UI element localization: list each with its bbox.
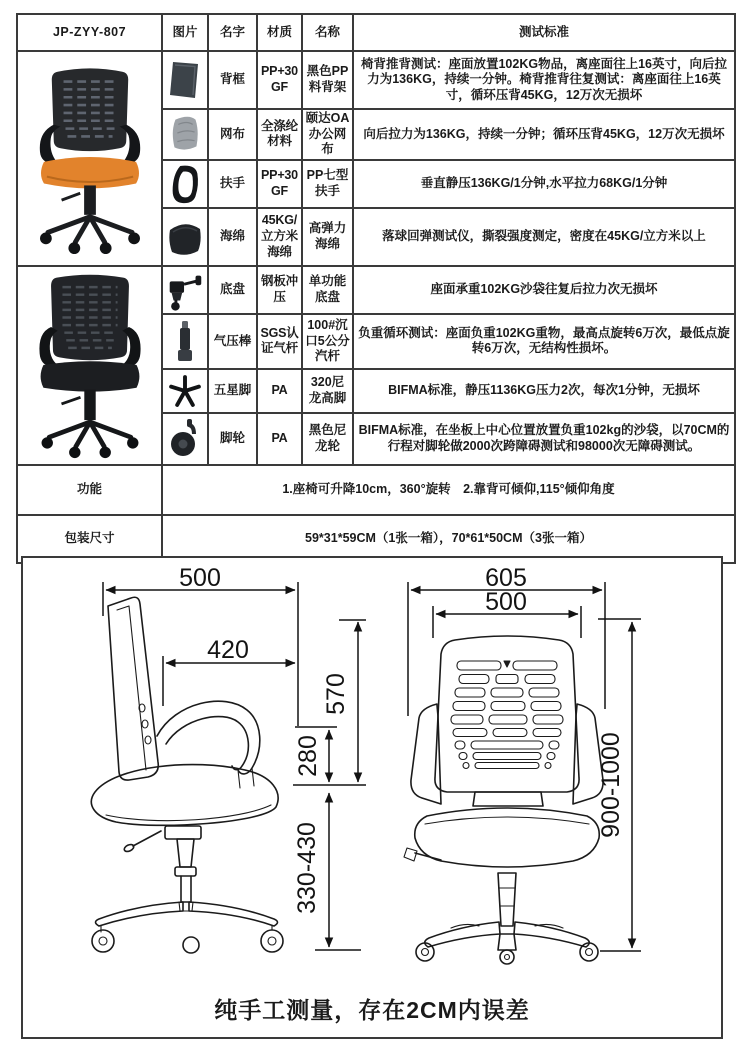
column-header-part: 名字 bbox=[208, 14, 257, 51]
column-header-standard: 测试标准 bbox=[353, 14, 735, 51]
function-row bbox=[17, 465, 735, 515]
part-cell: 扶手 bbox=[208, 160, 257, 208]
spec-table bbox=[16, 13, 736, 564]
back-view-diagram bbox=[395, 566, 695, 966]
table-row bbox=[17, 266, 735, 314]
chassis-icon bbox=[162, 266, 208, 314]
dim-back-width-outer-label: 605 bbox=[485, 566, 527, 592]
product-photo-black bbox=[17, 266, 162, 465]
name-cell: 黑色尼龙轮 bbox=[302, 413, 353, 465]
part-cell: 脚轮 bbox=[208, 413, 257, 465]
dim-side-height-back-label: 570 bbox=[322, 673, 350, 715]
part-cell: 五星脚 bbox=[208, 369, 257, 413]
dim-side-height-seat-range-label: 330-430 bbox=[293, 822, 321, 914]
back-frame-icon bbox=[162, 51, 208, 109]
dim-side-height-arm-label: 280 bbox=[294, 735, 322, 777]
column-header-material: 材质 bbox=[257, 14, 302, 51]
five-star-base-icon bbox=[162, 369, 208, 413]
material-cell: PA bbox=[257, 413, 302, 465]
mesh-fabric-icon bbox=[162, 109, 208, 160]
armrest-icon bbox=[162, 160, 208, 208]
standard-cell: 垂直静压136KG/1分钟,水平拉力68KG/1分钟 bbox=[353, 160, 735, 208]
part-cell: 网布 bbox=[208, 109, 257, 160]
package-size-value: 59*31*59CM（1张一箱），70*61*50CM（3张一箱） bbox=[162, 515, 735, 563]
standard-cell: BIFMA标准，静压1136KG压力2次，每次1分钟，无损坏 bbox=[353, 369, 735, 413]
dim-back-height-total-label: 900-1000 bbox=[597, 732, 625, 838]
function-value: 1.座椅可升降10cm，360°旋转 2.靠背可倾仰,115°倾仰角度 bbox=[162, 465, 735, 515]
material-cell: 全涤纶材料 bbox=[257, 109, 302, 160]
material-cell: 45KG/立方米海绵 bbox=[257, 208, 302, 266]
material-cell: 钢板冲压 bbox=[257, 266, 302, 314]
material-cell: PA bbox=[257, 369, 302, 413]
package-size-label: 包装尺寸 bbox=[17, 515, 162, 563]
measurement-note: 纯手工测量，存在2CM内误差 bbox=[214, 997, 530, 1023]
part-cell: 底盘 bbox=[208, 266, 257, 314]
name-cell: 320尼龙高脚 bbox=[302, 369, 353, 413]
column-header-name: 名称 bbox=[302, 14, 353, 51]
gas-lift-icon bbox=[162, 314, 208, 369]
material-cell: SGS认证气杆 bbox=[257, 314, 302, 369]
caster-icon bbox=[162, 413, 208, 465]
standard-cell: 椅背推背测试：座面放置102KG物品，离座面往上16英寸，向后拉力为136KG，持续一分钟。椅背推背往复测试：离座面往上16英寸，循环压背45KG，12万次无损坏 bbox=[353, 51, 735, 109]
product-photo-orange-seat bbox=[17, 51, 162, 266]
name-cell: 高弹力海绵 bbox=[302, 208, 353, 266]
part-cell: 背框 bbox=[208, 51, 257, 109]
chair-black-photo-image bbox=[26, 270, 154, 460]
table-row bbox=[17, 51, 735, 109]
standard-cell: BIFMA标准，在坐板上中心位置放置负重102kg的沙袋，以70CM的行程对脚轮做2000次跨障碍测试和98000次无障碍测试。 bbox=[353, 413, 735, 465]
side-view-diagram bbox=[45, 566, 385, 966]
part-cell: 气压棒 bbox=[208, 314, 257, 369]
model-number: JP-ZYY-807 bbox=[17, 14, 162, 51]
standard-cell: 落球回弹测试仪，撕裂强度测定，密度在45KG/立方米以上 bbox=[353, 208, 735, 266]
function-label: 功能 bbox=[17, 465, 162, 515]
name-cell: 颐达OA办公网布 bbox=[302, 109, 353, 160]
dimension-diagram-box bbox=[21, 556, 723, 1039]
column-header-image: 图片 bbox=[162, 14, 208, 51]
part-cell: 海绵 bbox=[208, 208, 257, 266]
sponge-icon bbox=[162, 208, 208, 266]
material-cell: PP+30GF bbox=[257, 51, 302, 109]
name-cell: PP七型扶手 bbox=[302, 160, 353, 208]
material-cell: PP+30GF bbox=[257, 160, 302, 208]
chair-orange-photo-image bbox=[26, 60, 154, 256]
standard-cell: 负重循环测试：座面负重102KG重物，最高点旋转6万次，最低点旋转6万次，无结构性损坏。 bbox=[353, 314, 735, 369]
dim-side-width-top-label: 500 bbox=[179, 566, 221, 592]
name-cell: 单功能底盘 bbox=[302, 266, 353, 314]
standard-cell: 向后拉力为136KG，持续一分钟；循环压背45KG，12万次无损坏 bbox=[353, 109, 735, 160]
standard-cell: 座面承重102KG沙袋往复后拉力次无损坏 bbox=[353, 266, 735, 314]
dim-back-width-back-label: 500 bbox=[485, 588, 527, 616]
name-cell: 黑色PP料背架 bbox=[302, 51, 353, 109]
name-cell: 100#沉口5公分汽杆 bbox=[302, 314, 353, 369]
dim-side-width-seat-label: 420 bbox=[207, 636, 249, 664]
